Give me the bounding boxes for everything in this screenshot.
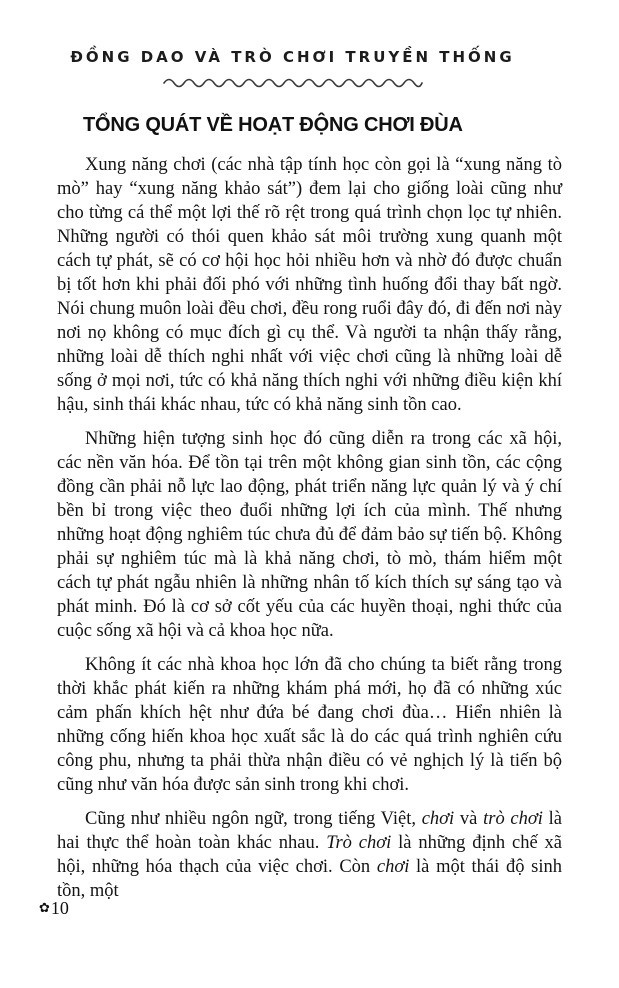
paragraphs xyxy=(57,153,562,903)
text-run: và xyxy=(454,809,484,829)
paragraph xyxy=(57,427,562,643)
italic-term: chơi xyxy=(376,857,410,877)
paragraph xyxy=(57,807,562,903)
section-heading: TỔNG QUÁT VỀ HOẠT ĐỘNG CHƠI ĐÙA xyxy=(83,114,463,136)
paragraph xyxy=(57,153,562,417)
text-run: Những hiện tượng sinh học đó cũng diễn ra trong các xã hội, các nền văn hóa. Để tồn tại trên một không gian sinh tồn, các cộng đồng cần phải nỗ lực lao động, phát triển năng lực quản lý và ý chí bền bỉ trong việc theo đuổi những lợi ích của mình. Thế nhưng những hoạt động nghiêm túc chưa đủ để đảm bảo sự tiến bộ. Không phải sự nghiêm túc mà là khả năng chơi, tò mò, thám hiểm một cách tự phát ngẫu nhiên là những nhân tố kích thích sự sáng tạo và phát minh. Đó là cơ sở cốt yếu của các huyền thoại, nghi thức của cuộc sống xã hội và cả khoa học nữa. xyxy=(57,429,562,641)
italic-term: chơi xyxy=(421,809,455,829)
italic-term: Trò chơi xyxy=(326,833,392,853)
text-run: Cũng như nhiều ngôn ngữ, trong tiếng Việt, xyxy=(85,809,422,829)
text-run: Không ít các nhà khoa học lớn đã cho chúng ta biết rằng trong thời khắc phát kiến ra những khám phá mới, họ đã có những xúc cảm phấn khích hệt như đứa bé đang chơi đùa… Hiển nhiên là những cống hiến khoa học xuất sắc là do các quá trình nghiên cứu công phu, nhưng ta phải thừa nhận điều có vẻ nghịch lý là tiến bộ cũng như văn hóa được sản sinh trong khi chơi. xyxy=(57,655,562,795)
text-run: Xung năng chơi (các nhà tập tính học còn gọi là “xung năng tò mò” hay “xung năng khảo sát”) đem lại cho giống loài cũng như cho từng cá thể một lợi thế rõ rệt trong quá trình chọn lọc tự nhiên. Những người có thói quen khảo sát môi trường xung quanh một cách tự phát, sẽ có cơ hội học hỏi nhiều hơn và nhờ đó được chuẩn bị tốt hơn khi phải đối phó với những tình huống đổi thay bất ngờ. Nói chung muôn loài đều chơi, đều rong ruổi đây đó, đi đến nơi này nơi nọ không có mục đích gì cụ thể. Và người ta nhận thấy rằng, những loài dễ thích nghi nhất với việc chơi cũng là những loài dễ sống ở mọi nơi, tức có khả năng thích nghi với những điều kiện khí hậu, sinh thái khác nhau, tức có khả năng sinh tồn cao. xyxy=(57,155,562,415)
running-title: ĐỒNG DAO VÀ TRÒ CHƠI TRUYỀN THỐNG xyxy=(70,48,515,66)
flower-ornament-icon: ✿ xyxy=(39,901,50,916)
squiggle-divider xyxy=(162,75,424,89)
text-run: là một thái độ sinh tồn, một xyxy=(57,857,562,901)
text-run: là hai thực thể hoàn toàn khác nhau. xyxy=(57,809,562,853)
page-number: 10 xyxy=(50,898,69,918)
page-footer xyxy=(39,898,69,919)
paragraph xyxy=(57,653,562,797)
italic-term: trò chơi xyxy=(483,809,543,829)
page-body xyxy=(57,113,562,903)
page-header xyxy=(40,0,545,89)
text-run: là những định chế xã hội, những hóa thạch của việc chơi. Còn xyxy=(57,833,562,877)
